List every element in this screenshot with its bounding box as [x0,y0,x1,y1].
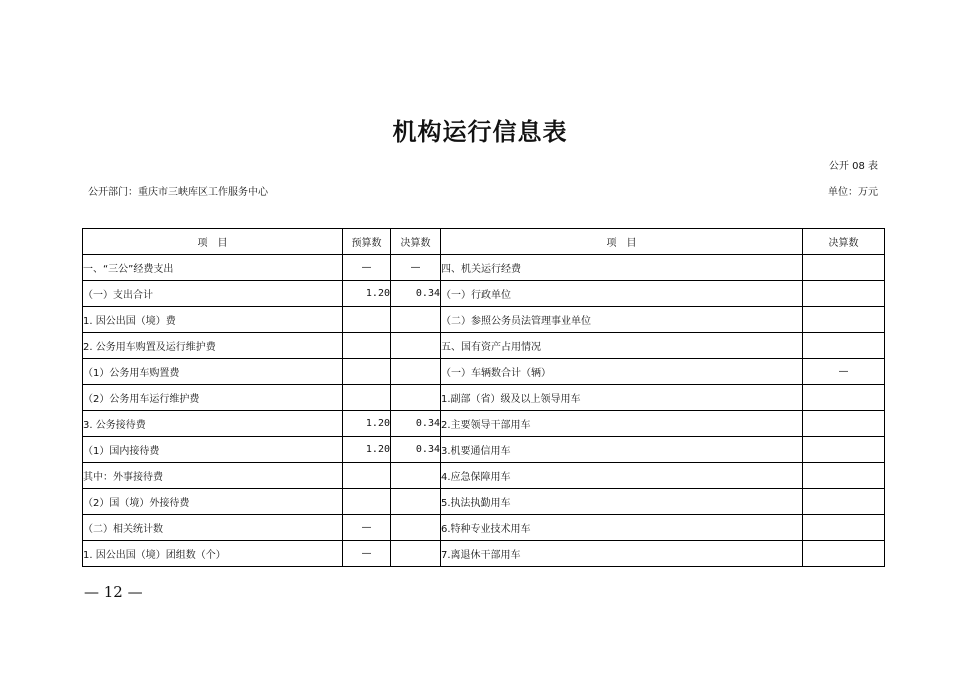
info-table [82,228,885,567]
row-item-left: （1）国内接待费 [83,437,343,463]
page-title: 机构运行信息表 [392,117,568,146]
row-final [391,333,441,359]
row-item-right: 五、国有资产占用情况 [441,333,803,359]
row-budget [343,489,391,515]
row-item-right: 5.执法执勤用车 [441,489,803,515]
row-item-right: 1.副部（省）级及以上领导用车 [441,385,803,411]
row-item-right: 6.特种专业技术用车 [441,515,803,541]
row-item-right: （一）行政单位 [441,281,803,307]
row-item-left: （1）公务用车购置费 [83,359,343,385]
row-item-right: 四、机关运行经费 [441,255,803,281]
header-final-right: 决算数 [803,229,885,255]
row-final [391,359,441,385]
table-row [83,437,885,463]
header-final-left: 决算数 [391,229,441,255]
row-right-value [803,541,885,567]
row-right-value: — [803,359,885,385]
row-item-right: （二）参照公务员法管理事业单位 [441,307,803,333]
row-right-value [803,489,885,515]
row-final: — [391,255,441,281]
row-right-value [803,281,885,307]
row-item-left: （二）相关统计数 [83,515,343,541]
table-row [83,281,885,307]
row-final: 0.34 [391,411,441,437]
row-right-value [803,463,885,489]
row-final [391,515,441,541]
row-final [391,463,441,489]
header-item-right: 项 目 [441,229,803,255]
row-budget: 1.20 [343,281,391,307]
row-budget [343,359,391,385]
row-item-right: 3.机要通信用车 [441,437,803,463]
table-row [83,489,885,515]
table-row [83,359,885,385]
row-item-left: 3. 公务接待费 [83,411,343,437]
department-label: 公开部门：重庆市三峡库区工作服务中心 [88,187,268,198]
row-item-left: 2. 公务用车购置及运行维护费 [83,333,343,359]
row-item-left: 1. 因公出国（境）费 [83,307,343,333]
table-row [83,255,885,281]
row-item-right: （一）车辆数合计（辆） [441,359,803,385]
row-right-value [803,307,885,333]
row-item-right: 2.主要领导干部用车 [441,411,803,437]
row-item-right: 7.离退休干部用车 [441,541,803,567]
row-item-left: （2）国（境）外接待费 [83,489,343,515]
row-budget [343,385,391,411]
row-right-value [803,333,885,359]
row-right-value [803,385,885,411]
row-final [391,489,441,515]
row-budget: 1.20 [343,437,391,463]
row-right-value [803,411,885,437]
row-budget: — [343,515,391,541]
row-budget: 1.20 [343,411,391,437]
row-final: 0.34 [391,281,441,307]
row-budget: — [343,255,391,281]
row-item-left: 1. 因公出国（境）团组数（个） [83,541,343,567]
unit-label: 单位：万元 [828,187,878,198]
row-budget: — [343,541,391,567]
row-item-left: 一、“三公”经费支出 [83,255,343,281]
form-code: 公开 08 表 [828,161,878,172]
row-right-value [803,255,885,281]
header-item-left: 项 目 [83,229,343,255]
table-row [83,515,885,541]
row-final [391,385,441,411]
row-item-left: （一）支出合计 [83,281,343,307]
row-budget [343,333,391,359]
row-right-value [803,515,885,541]
row-budget [343,463,391,489]
table-row [83,411,885,437]
table-row [83,385,885,411]
table-row [83,541,885,567]
table-row [83,333,885,359]
page-number: — 12 — [84,583,143,601]
row-item-left: 其中：外事接待费 [83,463,343,489]
row-final: 0.34 [391,437,441,463]
row-final [391,307,441,333]
table-row [83,463,885,489]
table-header-row [83,229,885,255]
header-budget: 预算数 [343,229,391,255]
row-item-right: 4.应急保障用车 [441,463,803,489]
row-item-left: （2）公务用车运行维护费 [83,385,343,411]
row-right-value [803,437,885,463]
row-final [391,541,441,567]
row-budget [343,307,391,333]
table-row [83,307,885,333]
